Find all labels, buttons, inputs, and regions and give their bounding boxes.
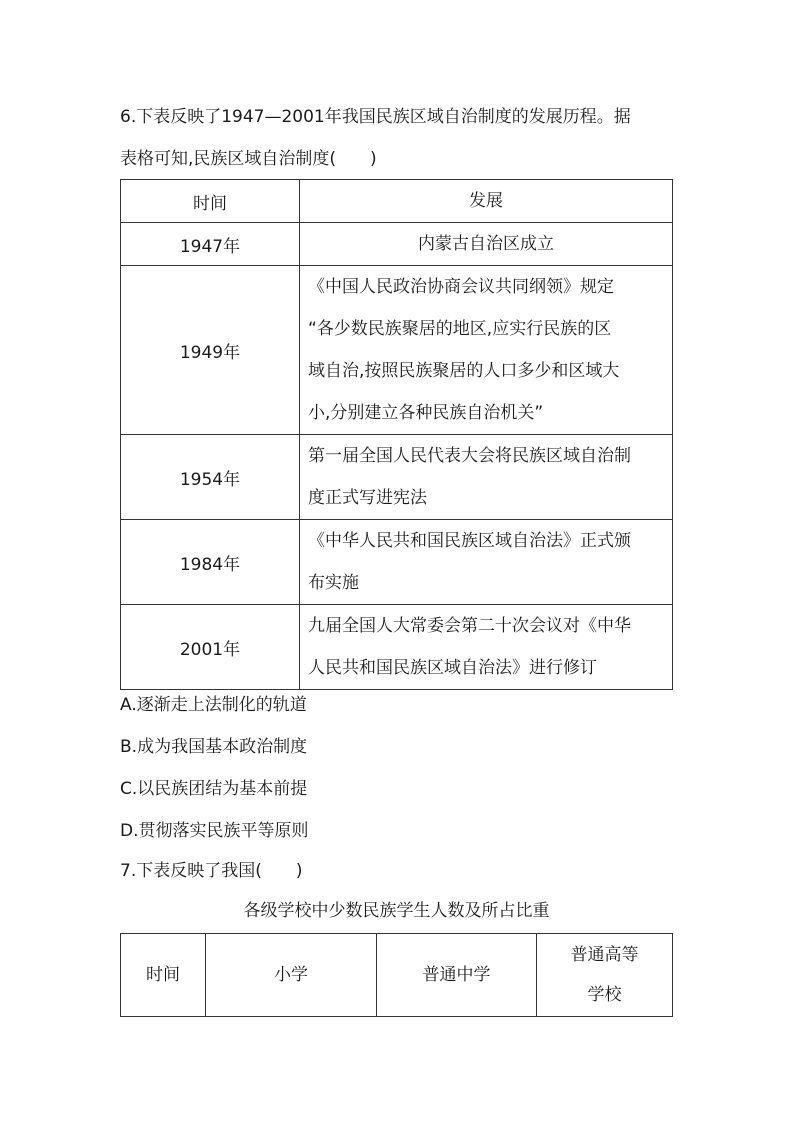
row-year: 1954年 xyxy=(121,435,300,520)
question-6-line-1: 6.下表反映了1947—2001年我国民族区域自治制度的发展历程。据 xyxy=(120,107,631,127)
row-year: 1947年 xyxy=(121,223,300,266)
question-7-stem: 7.下表反映了我国( ) xyxy=(120,861,303,881)
question-6-line-2: 表格可知,民族区域自治制度( ) xyxy=(120,149,377,169)
row-line: 第一届全国人民代表大会将民族区域自治制 xyxy=(308,446,631,466)
table-row xyxy=(121,520,673,605)
header-time: 时间 xyxy=(121,180,300,223)
row-line: 度正式写进宪法 xyxy=(308,488,427,508)
row-development xyxy=(300,520,673,605)
row-line: 内蒙古自治区成立 xyxy=(418,234,554,254)
option-a: A.逐渐走上法制化的轨道 xyxy=(120,695,307,715)
development-table xyxy=(120,179,673,690)
option-d: D.贯彻落实民族平等原则 xyxy=(120,821,309,841)
student-table xyxy=(120,933,673,1017)
row-line: 人民共和国民族区域自治法》进行修订 xyxy=(308,658,597,678)
option-c: C.以民族团结为基本前提 xyxy=(120,779,308,799)
row-line: 九届全国人大常委会第二十次会议对《中华 xyxy=(308,616,631,636)
header-development: 发展 xyxy=(300,180,673,223)
row-line: “各少数民族聚居的地区,应实行民族的区 xyxy=(308,319,612,339)
table-caption: 各级学校中少数民族学生人数及所占比重 xyxy=(243,901,550,921)
row-line: 域自治,按照民族聚居的人口多少和区域大 xyxy=(308,361,620,381)
question-6-stem xyxy=(120,96,680,180)
header-line: 普通高等 xyxy=(570,945,639,965)
row-line: 《中华人民共和国民族区域自治法》正式颁 xyxy=(308,531,631,551)
row-line: 《中国人民政治协商会议共同纲领》规定 xyxy=(308,277,614,297)
row-development xyxy=(300,605,673,690)
row-development xyxy=(300,223,673,266)
header-time: 时间 xyxy=(121,934,206,1017)
row-line: 布实施 xyxy=(308,573,359,593)
question-6-options xyxy=(120,684,309,852)
row-year: 1984年 xyxy=(121,520,300,605)
table-row xyxy=(121,605,673,690)
row-development xyxy=(300,266,673,435)
header-higher-education xyxy=(537,934,673,1017)
header-middle-school: 普通中学 xyxy=(377,934,537,1017)
table-row xyxy=(121,266,673,435)
row-development xyxy=(300,435,673,520)
table-row xyxy=(121,435,673,520)
row-year: 2001年 xyxy=(121,605,300,690)
table-row xyxy=(121,223,673,266)
row-line: 小,分别建立各种民族自治机关” xyxy=(308,403,544,423)
option-b: B.成为我国基本政治制度 xyxy=(120,737,308,757)
header-primary-school: 小学 xyxy=(206,934,377,1017)
header-line: 学校 xyxy=(587,985,622,1005)
row-year: 1949年 xyxy=(121,266,300,435)
